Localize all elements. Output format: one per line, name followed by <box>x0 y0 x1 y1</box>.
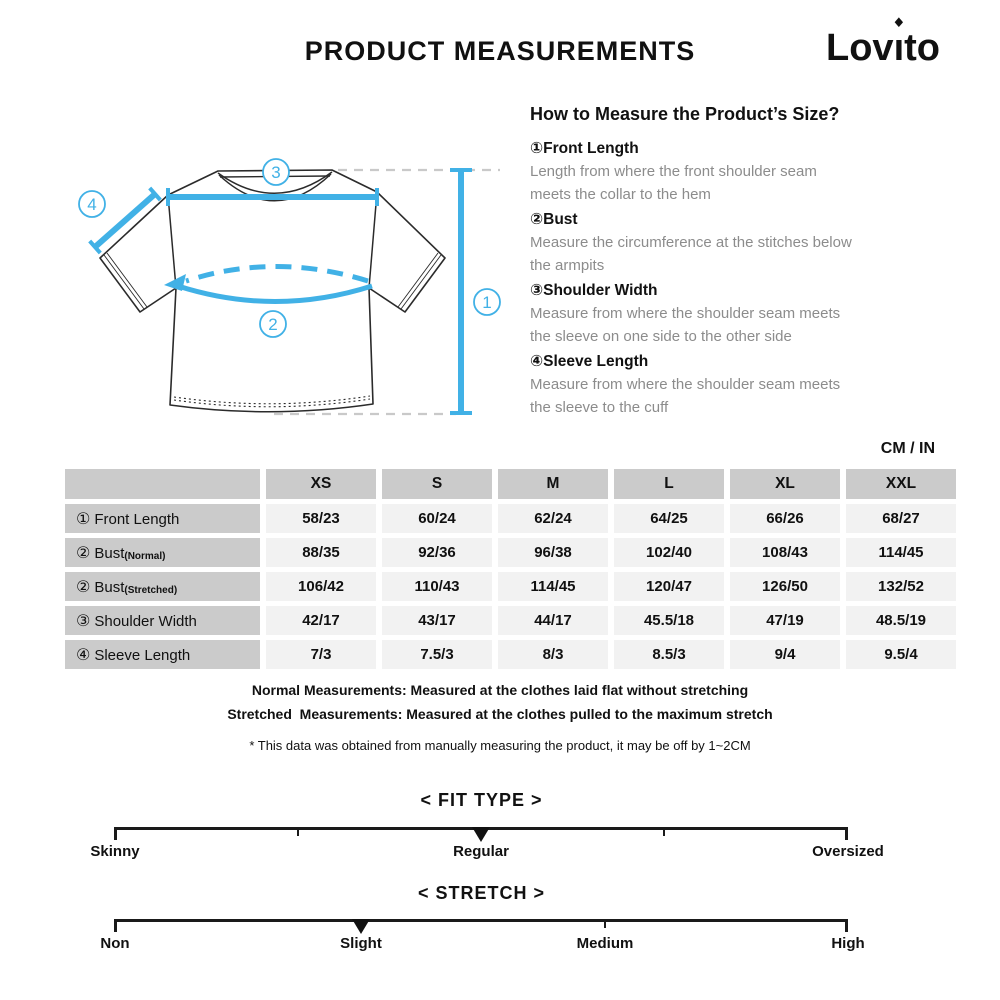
how-to-item-front-length <box>530 137 950 206</box>
scale-tick <box>604 919 606 928</box>
shirt-outline <box>100 170 445 412</box>
row-label <box>65 640 260 669</box>
row-name: Bust <box>94 545 125 562</box>
table-cell: 7.5/3 <box>382 640 492 669</box>
item-desc: Measure from where the shoulder seam meets <box>530 305 841 322</box>
tshirt-svg <box>50 120 510 450</box>
table-cell: 108/43 <box>730 538 840 567</box>
table-cell: 106/42 <box>266 572 376 601</box>
marker-3 <box>263 159 289 185</box>
column-header-s: S <box>382 469 492 499</box>
item-desc: Measure the circumference at the stitches below <box>530 234 852 251</box>
table-cell: 114/45 <box>498 572 608 601</box>
unit-label: CM / IN <box>880 440 935 457</box>
how-to-item-shoulder-width <box>530 279 950 348</box>
item-heading: ④Sleeve Length <box>530 353 649 370</box>
brand-text: Lov <box>826 27 894 69</box>
table-cell: 44/17 <box>498 606 608 635</box>
marker-2-label: 2 <box>268 315 278 334</box>
scale-label-skinny: Skinny <box>90 843 140 860</box>
table-cell: 48.5/19 <box>846 606 956 635</box>
column-header-xxl: XXL <box>846 469 956 499</box>
table-row-front-length <box>65 504 956 533</box>
scale-tick <box>114 827 117 840</box>
item-desc: Length from where the front shoulder seam <box>530 163 817 180</box>
scale-label-oversized: Oversized <box>812 843 884 860</box>
table-row-shoulder-width <box>65 606 956 635</box>
column-header-xs: XS <box>266 469 376 499</box>
item-heading: ①Front Length <box>530 140 639 157</box>
scale-tick <box>297 827 299 836</box>
brand-logo <box>826 15 940 70</box>
row-number-icon: ② <box>76 577 91 596</box>
note-disclaimer: * This data was obtained from manually measuring the product, it may be off by 1~2CM <box>249 738 751 753</box>
item-heading: ③Shoulder Width <box>530 282 658 299</box>
row-label <box>65 606 260 635</box>
table-row-sleeve-length <box>65 640 956 669</box>
table-cell: 45.5/18 <box>614 606 724 635</box>
table-cell: 62/24 <box>498 504 608 533</box>
brand-i <box>893 15 905 70</box>
how-to-item-sleeve-length <box>530 350 950 419</box>
scale-label-medium: Medium <box>576 935 634 952</box>
fit-type-title: < FIT TYPE > <box>420 790 543 810</box>
item-desc: the sleeve to the cuff <box>530 399 669 416</box>
marker-4 <box>79 191 105 217</box>
row-label <box>65 538 260 567</box>
scale-line <box>115 919 848 922</box>
table-cell: 126/50 <box>730 572 840 601</box>
table-cell: 66/26 <box>730 504 840 533</box>
table-cell: 47/19 <box>730 606 840 635</box>
column-header-m: M <box>498 469 608 499</box>
stretch-title: < STRETCH > <box>417 883 546 903</box>
row-name: Front Length <box>94 511 180 528</box>
marker-1 <box>474 289 500 315</box>
table-cell: 96/38 <box>498 538 608 567</box>
table-cell: 92/36 <box>382 538 492 567</box>
table-cell: 7/3 <box>266 640 376 669</box>
table-cell: 88/35 <box>266 538 376 567</box>
table-row-bust-normal <box>65 538 956 567</box>
table-cell: 9.5/4 <box>846 640 956 669</box>
how-to-item-bust <box>530 208 950 277</box>
table-cell: 43/17 <box>382 606 492 635</box>
table-header-row <box>65 469 956 499</box>
item-heading: ②Bust <box>530 211 578 228</box>
table-cell: 8/3 <box>498 640 608 669</box>
size-table <box>59 464 962 674</box>
brand-i-dot: ◆ <box>894 15 904 29</box>
page-title: PRODUCT MEASUREMENTS <box>304 36 696 66</box>
fit-type-marker <box>472 827 490 842</box>
note-normal: Normal Measurements: Measured at the clothes laid flat without stretching <box>251 682 749 698</box>
column-header-xl: XL <box>730 469 840 499</box>
table-cell: 102/40 <box>614 538 724 567</box>
table-cell: 9/4 <box>730 640 840 669</box>
table-cell: 42/17 <box>266 606 376 635</box>
note-stretched: Stretched Measurements: Measured at the clothes pulled to the maximum stretch <box>227 706 773 722</box>
marker-2 <box>260 311 286 337</box>
table-cell: 60/24 <box>382 504 492 533</box>
row-number-icon: ④ <box>76 645 91 664</box>
item-desc: the armpits <box>530 257 605 274</box>
table-cell: 132/52 <box>846 572 956 601</box>
scale-label-non: Non <box>100 935 130 952</box>
table-cell: 8.5/3 <box>614 640 724 669</box>
item-desc: meets the collar to the hem <box>530 186 711 203</box>
row-label <box>65 504 260 533</box>
marker-3-label: 3 <box>271 163 281 182</box>
table-cell: 110/43 <box>382 572 492 601</box>
column-header-l: L <box>614 469 724 499</box>
row-name: Sleeve Length <box>94 647 191 664</box>
row-number-icon: ③ <box>76 611 91 630</box>
notes-section <box>0 678 1000 753</box>
tshirt-diagram <box>50 120 510 450</box>
item-desc: Measure from where the shoulder seam meets <box>530 376 841 393</box>
table-row-bust-stretched <box>65 572 956 601</box>
table-corner-cell <box>65 469 260 499</box>
marker-1-label: 1 <box>482 293 492 312</box>
scale-label-high: High <box>831 935 865 952</box>
table-cell: 58/23 <box>266 504 376 533</box>
table-cell: 64/25 <box>614 504 724 533</box>
table-cell: 120/47 <box>614 572 724 601</box>
row-name: Bust <box>94 579 125 596</box>
scale-tick <box>845 827 848 840</box>
row-sub-label: (Normal) <box>124 551 166 562</box>
stretch-marker <box>352 919 370 934</box>
scale-tick <box>845 919 848 932</box>
row-label <box>65 572 260 601</box>
scale-label-regular: Regular <box>453 843 509 860</box>
item-desc: the sleeve on one side to the other side <box>530 328 792 345</box>
row-number-icon: ② <box>76 543 91 562</box>
table-cell: 114/45 <box>846 538 956 567</box>
scale-tick <box>663 827 665 836</box>
brand-i-stem: ı <box>893 27 905 69</box>
row-number-icon: ① <box>76 509 91 528</box>
row-sub-label: (Stretched) <box>124 585 178 596</box>
how-to-title: How to Measure the Product’s Size? <box>530 104 840 124</box>
how-to-measure-section <box>530 104 950 419</box>
brand-text: to <box>904 27 940 69</box>
row-name: Shoulder Width <box>94 613 197 630</box>
marker-4-label: 4 <box>87 195 97 214</box>
scale-tick <box>114 919 117 932</box>
table-cell: 68/27 <box>846 504 956 533</box>
scale-label-slight: Slight <box>340 935 382 952</box>
